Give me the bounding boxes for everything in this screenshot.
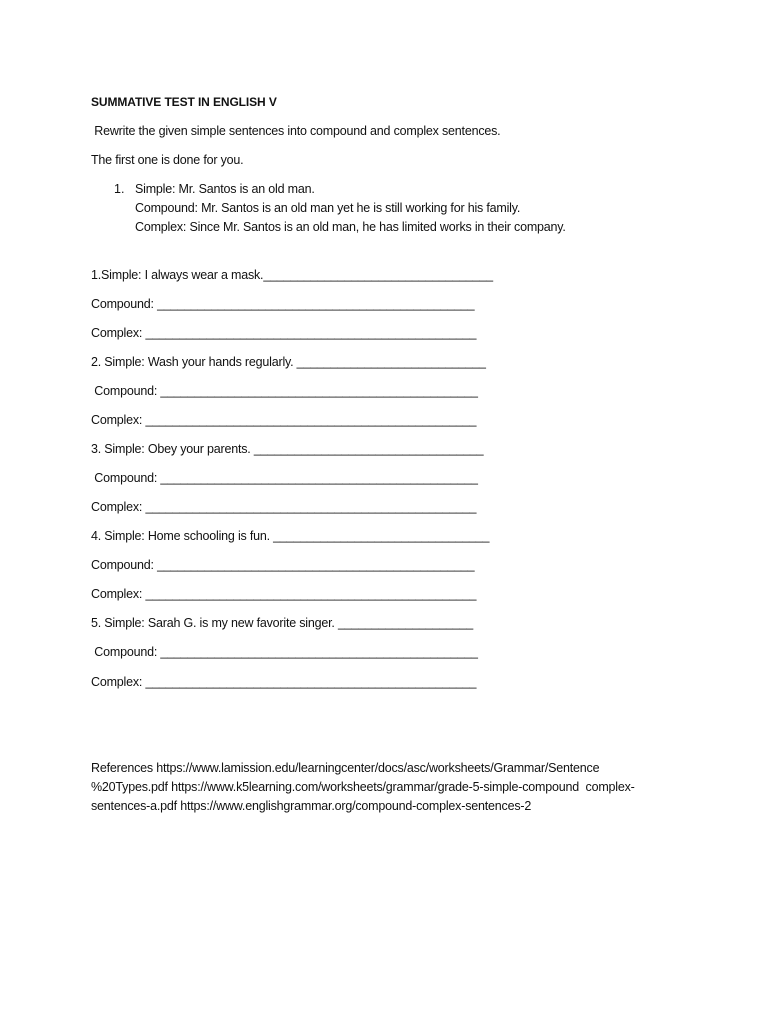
item-compound-line[interactable]: Compound: _______________________________________________ <box>91 558 475 572</box>
example-note: The first one is done for you. <box>91 153 244 167</box>
item-complex-line[interactable]: Complex: _________________________________________________ <box>91 675 477 689</box>
item-complex-line[interactable]: Complex: _________________________________________________ <box>91 326 477 340</box>
page-title: SUMMATIVE TEST IN ENGLISH V <box>91 95 277 109</box>
example-complex: Complex: Since Mr. Santos is an old man, he has limited works in their company. <box>135 220 566 234</box>
references-line-3: sentences-a.pdf https://www.englishgrammar.org/compound-complex-sentences-2 <box>91 799 532 813</box>
item-simple-line[interactable]: 5. Simple: Sarah G. is my new favorite singer. ____________________ <box>91 616 473 630</box>
example-compound: Compound: Mr. Santos is an old man yet he is still working for his family. <box>135 201 521 215</box>
item-complex-line[interactable]: Complex: _________________________________________________ <box>91 413 477 427</box>
item-compound-line[interactable]: Compound: _______________________________________________ <box>91 471 478 485</box>
item-simple-line[interactable]: 2. Simple: Wash your hands regularly. ____________________________ <box>91 355 486 369</box>
instruction-text: Rewrite the given simple sentences into compound and complex sentences. <box>91 124 501 138</box>
item-simple-line[interactable]: 4. Simple: Home schooling is fun. ________________________________ <box>91 529 490 543</box>
references-line-2: %20Types.pdf https://www.k5learning.com/worksheets/grammar/grade-5-simple-compound complex- <box>91 780 635 794</box>
references-line-1: References https://www.lamission.edu/learningcenter/docs/asc/worksheets/Grammar/Sentence <box>91 761 600 775</box>
example-simple: Simple: Mr. Santos is an old man. <box>135 182 315 196</box>
example-number: 1. <box>114 182 125 196</box>
item-compound-line[interactable]: Compound: _______________________________________________ <box>91 384 478 398</box>
item-compound-line[interactable]: Compound: _______________________________________________ <box>91 645 478 659</box>
item-simple-line[interactable]: 3. Simple: Obey your parents. __________________________________ <box>91 442 484 456</box>
item-simple-line[interactable]: 1.Simple: I always wear a mask.__________________________________ <box>91 268 493 282</box>
item-complex-line[interactable]: Complex: _________________________________________________ <box>91 500 477 514</box>
item-compound-line[interactable]: Compound: _______________________________________________ <box>91 297 475 311</box>
item-complex-line[interactable]: Complex: _________________________________________________ <box>91 587 477 601</box>
